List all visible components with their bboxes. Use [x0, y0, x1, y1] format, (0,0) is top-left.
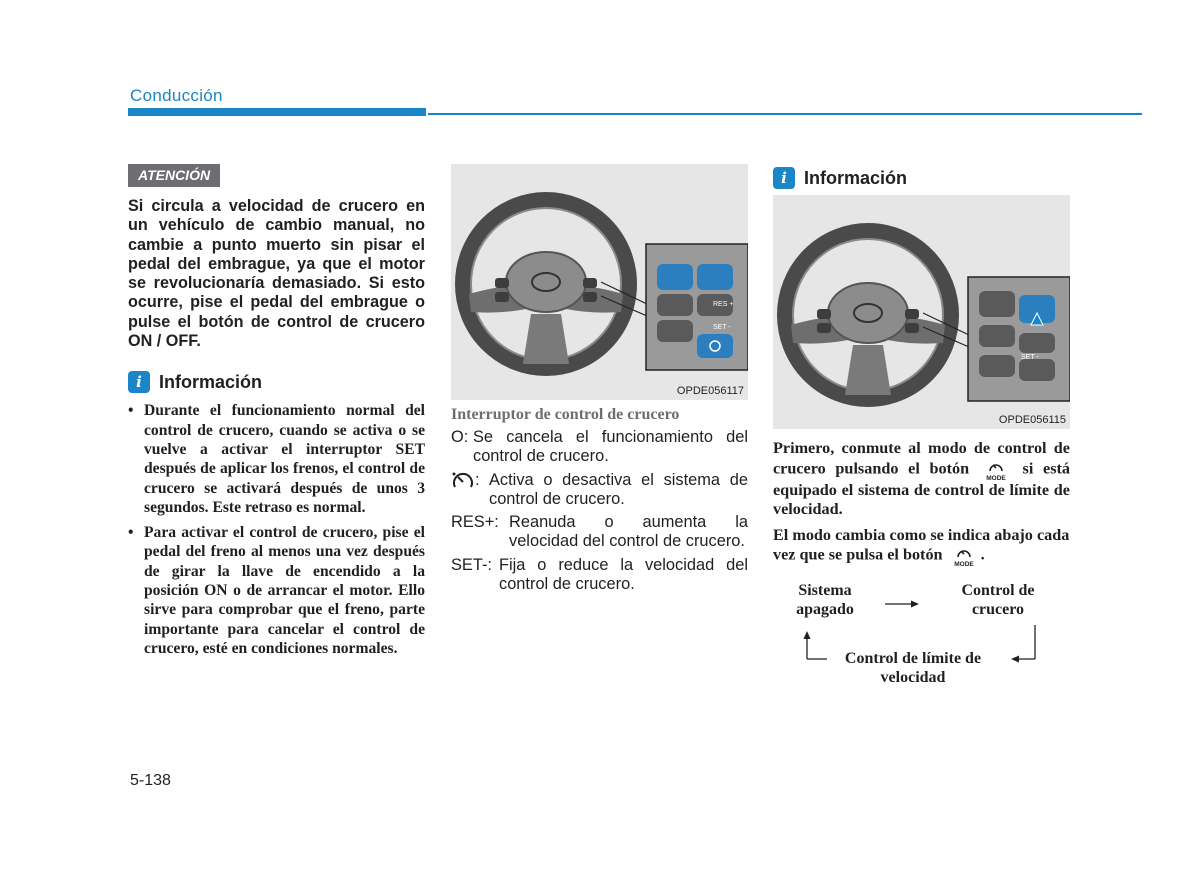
- list-item: [451, 471, 748, 510]
- list-item: [451, 428, 748, 467]
- steering-wheel-mode-figure: [773, 195, 1070, 429]
- mode-icon-label: MODE: [953, 561, 974, 567]
- ctrl-desc: Activa o desactiva el sistema de control de crucero.: [489, 470, 748, 508]
- para2-after: .: [980, 545, 985, 564]
- ctrl-term: O:: [451, 428, 469, 446]
- steering-wheel-figure: [451, 164, 748, 400]
- attention-text: Si circula a velocidad de crucero en un vehículo de cambio manual, no cambie a punto muerto sin pisar el pedal del embrague, ya que el motor se revolucionaría demasiado. Si esto ocurre, pise el pedal del embrague o pulse el botón de control de crucero ON / OFF.: [128, 197, 425, 351]
- ctrl-term-icon: [451, 471, 489, 510]
- bullet-glyph: •: [128, 524, 134, 542]
- mode-flow-diagram: [773, 581, 1070, 701]
- para1-before: Primero, conmute al modo de control de crucero pulsando el botón: [773, 439, 1070, 478]
- ctrl-term: SET-:: [451, 555, 492, 574]
- list-item: [451, 556, 748, 595]
- res-label: RES +: [713, 301, 734, 308]
- set-label: SET -: [1021, 354, 1039, 361]
- figure-caption: OPDE056117: [676, 385, 744, 397]
- flow-cruise-control: Control de crucero: [961, 582, 1035, 618]
- set-label: SET -: [713, 324, 731, 331]
- middle-column: [451, 164, 748, 598]
- cruise-speedometer-icon: [451, 471, 475, 491]
- cruise-switch-title: Interruptor de control de crucero: [451, 406, 680, 423]
- info-title: Información: [159, 371, 263, 392]
- ctrl-desc: Fija o reduce la velocidad del control de crucero.: [499, 555, 748, 594]
- figure-caption: OPDE056115: [998, 414, 1066, 426]
- steering-wheel-mode-illustration: [773, 195, 1070, 429]
- info-heading-left: [128, 371, 425, 393]
- mode-icon-label: MODE: [986, 474, 1006, 481]
- info-heading-right: [773, 167, 1070, 189]
- list-item: [128, 523, 425, 658]
- cruise-switch-list: [451, 428, 748, 594]
- mode-paragraph-2: [773, 526, 1070, 568]
- para1-after: si está equipado el sistema de control de límite de velocidad.: [773, 459, 1071, 518]
- flow-system-off: Sistema apagado: [796, 582, 854, 618]
- ctrl-desc: Se cancela el funcionamiento del control de crucero.: [473, 428, 748, 466]
- section-title: Conducción: [130, 86, 223, 105]
- list-item: [451, 513, 748, 552]
- bullet-glyph: •: [128, 402, 134, 420]
- ctrl-term: RES+:: [451, 513, 499, 532]
- page-number: 5-138: [130, 772, 171, 789]
- bullet-text: Durante el funcionamiento normal del control de crucero, cuando se activa o se vuelve a activar el interruptor SET después de aplicar los frenos, el control de crucero se activará después de unos 3 segundos. Este retraso es normal.: [144, 402, 425, 516]
- header-bar-accent: [128, 108, 426, 116]
- attention-badge: ATENCIÓN: [128, 164, 220, 187]
- list-item: [128, 401, 425, 517]
- ctrl-desc: Reanuda o aumenta la velocidad del control de crucero.: [509, 513, 748, 551]
- mode-paragraph-1: [773, 439, 1070, 520]
- info-icon: i: [128, 371, 150, 393]
- mode-button-icon: [983, 459, 1009, 481]
- ctrl-term: :: [475, 470, 480, 489]
- flow-speed-limit-control: Control de límite de velocidad: [844, 650, 982, 686]
- info-title: Información: [804, 167, 908, 188]
- left-column: [128, 164, 425, 664]
- flow-arrows: [773, 581, 1070, 701]
- steering-wheel-illustration: [451, 164, 748, 400]
- right-column: [773, 164, 1070, 701]
- mode-button-icon: [951, 545, 977, 567]
- header-rule: [428, 113, 1142, 115]
- info-icon: i: [773, 167, 795, 189]
- para2-before: El modo cambia como se indica abajo cada vez que se pulsa el botón: [773, 525, 1070, 564]
- info-bullet-list: [128, 401, 425, 658]
- bullet-text: Para activar el control de crucero, pise el pedal del freno al menos una vez después de girar la llave de encendido a la posición ON o de arrancar el motor. Ello sirve para comprobar que el freno, parte importante para cancelar el control de crucero, esté en condiciones normales.: [144, 524, 425, 657]
